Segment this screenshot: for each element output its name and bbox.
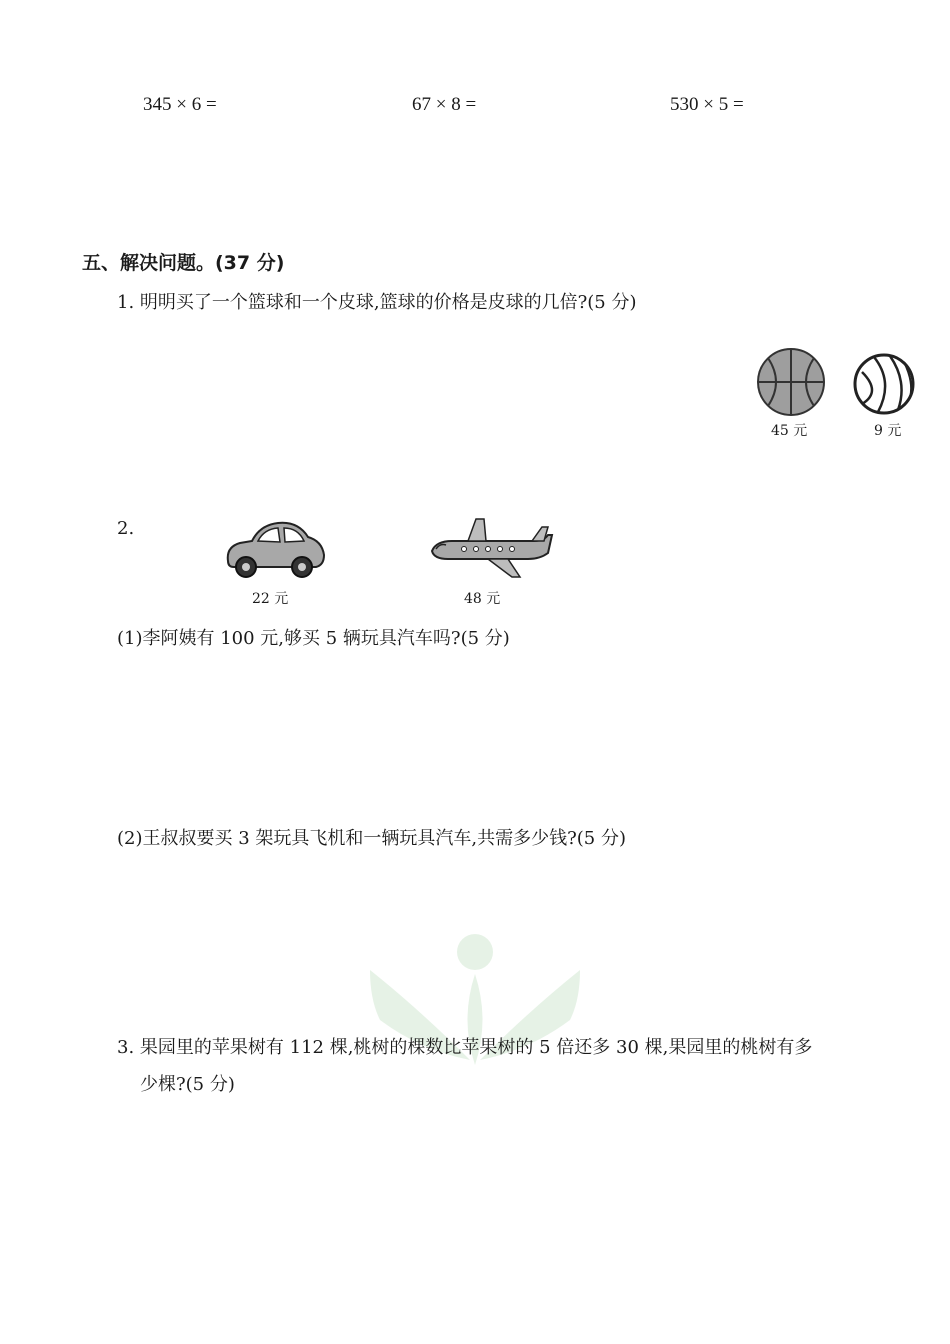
question-3-line1: 3. 果园里的苹果树有 112 棵,桃树的棵数比苹果树的 5 倍还多 30 棵,果园里的桃树有多 xyxy=(117,1037,813,1058)
basketball-price: 45 元 xyxy=(771,423,808,439)
question-1: 1. 明明买了一个篮球和一个皮球,篮球的价格是皮球的几倍?(5 分) xyxy=(117,292,637,313)
calc-2: 67 × 8 = xyxy=(412,94,477,115)
car-price: 22 元 xyxy=(252,591,289,607)
question-2-1: (1)李阿姨有 100 元,够买 5 辆玩具汽车吗?(5 分) xyxy=(117,628,510,649)
question-2-number: 2. xyxy=(117,518,135,539)
ball-price: 9 元 xyxy=(874,423,902,439)
toy-plane-icon xyxy=(428,515,558,581)
ball-icon xyxy=(852,352,916,416)
section-title: 五、解决问题。(37 分) xyxy=(82,252,285,274)
toy-car-icon xyxy=(222,515,328,581)
plane-price: 48 元 xyxy=(464,591,501,607)
basketball-icon xyxy=(754,346,828,418)
calc-1: 345 × 6 = xyxy=(143,94,217,115)
calc-3: 530 × 5 = xyxy=(670,94,744,115)
question-3-line2: 少棵?(5 分) xyxy=(140,1074,235,1095)
question-2-2: (2)王叔叔要买 3 架玩具飞机和一辆玩具汽车,共需多少钱?(5 分) xyxy=(117,828,626,849)
